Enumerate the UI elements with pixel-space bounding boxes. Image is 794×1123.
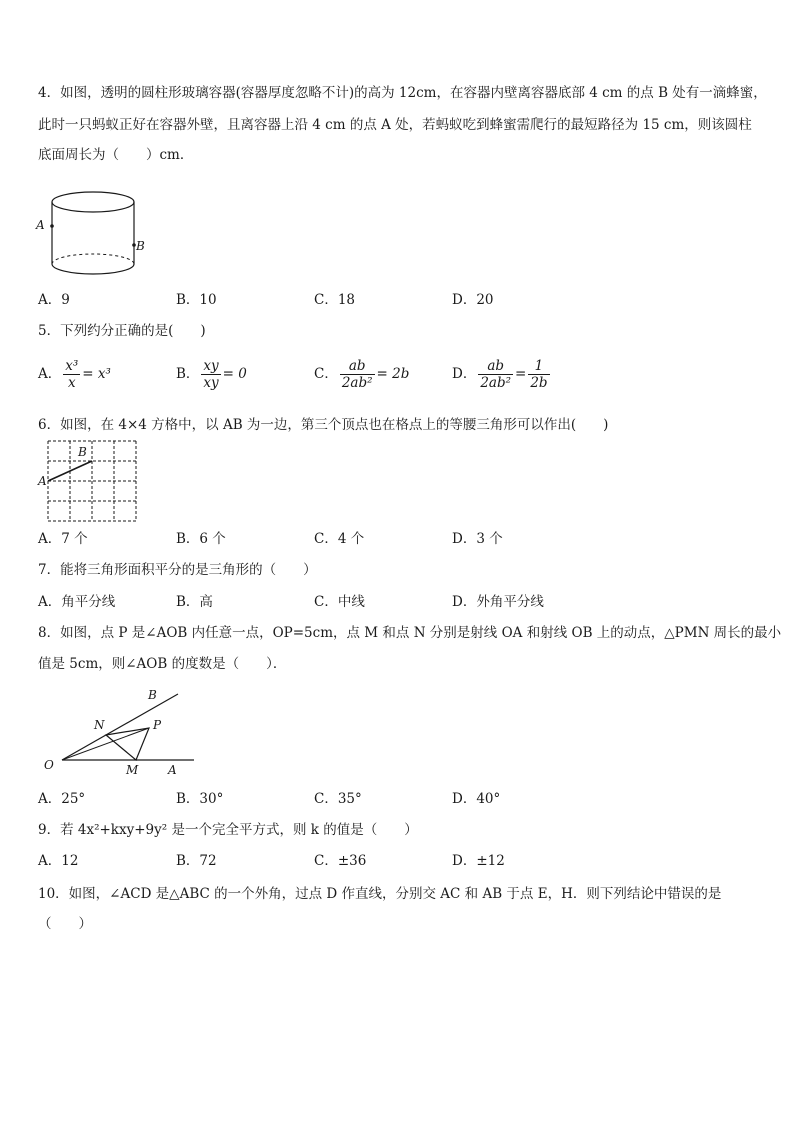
q8-label-b: B xyxy=(148,688,157,702)
q9-option-a[interactable]: A．12 xyxy=(38,853,79,869)
q8-label-a: A xyxy=(168,763,177,777)
q8-option-b[interactable]: B．30° xyxy=(176,791,224,807)
q5-option-d[interactable] xyxy=(452,358,552,391)
q5-a-rhs: = x³ xyxy=(82,366,111,382)
q6-option-b[interactable]: B．6 个 xyxy=(176,531,226,547)
q5-d-prefix: D． xyxy=(452,366,477,382)
q8-label-o: O xyxy=(44,758,54,772)
q5-a-numerator: x³ xyxy=(65,358,79,374)
q6-label-b: B xyxy=(78,445,87,459)
q5-b-denominator: xy xyxy=(203,375,219,391)
q4-cylinder-figure xyxy=(36,188,156,278)
q8-stem-line2: 值是 5cm，则∠AOB 的度数是（ ）． xyxy=(38,656,287,672)
q6-option-c[interactable]: C．4 个 xyxy=(314,531,365,547)
q5-option-b[interactable] xyxy=(176,358,247,391)
q4-stem-line2: 此时一只蚂蚁正好在容器外壁，且离容器上沿 4 cm 的点 A 处，若蚂蚁吃到蜂蜜需爬行的最短路径为 15 cm，则该圆柱 xyxy=(38,117,752,133)
q7-option-a[interactable]: A．角平分线 xyxy=(38,594,116,610)
q5-d-result-fraction xyxy=(528,358,549,391)
q9-option-d[interactable]: D．±12 xyxy=(452,853,505,869)
q5-d-denominator: 2ab² xyxy=(480,375,512,391)
q8-option-c[interactable]: C．35° xyxy=(314,791,362,807)
q5-c-rhs: = 2b xyxy=(376,366,410,382)
q4-stem-line3: 底面周长为（ ）cm． xyxy=(38,147,194,163)
q5-b-rhs: = 0 xyxy=(222,366,247,382)
triangle-pmn xyxy=(106,728,149,760)
q5-b-fraction xyxy=(201,358,220,391)
q9-stem: 9．若 4x²+kxy+9y² 是一个完全平方式，则 k 的值是（ ） xyxy=(38,822,418,838)
q4-option-c[interactable]: C．18 xyxy=(314,292,356,308)
q4-option-d[interactable]: D．20 xyxy=(452,292,494,308)
q6-option-a[interactable]: A．7 个 xyxy=(38,531,88,547)
q7-option-b[interactable]: B．高 xyxy=(176,594,213,610)
q7-option-d[interactable]: D．外角平分线 xyxy=(452,594,544,610)
q9-option-b[interactable]: B．72 xyxy=(176,853,217,869)
point-a-dot xyxy=(50,224,54,228)
q5-d-equals: = xyxy=(515,366,527,382)
q9-option-c[interactable]: C．±36 xyxy=(314,853,367,869)
q10-stem-line1: 10．如图，∠ACD 是△ABC 的一个外角，过点 D 作直线，分别交 AC 和 AB 于点 E，H．则下列结论中错误的是 xyxy=(38,886,722,902)
q6-label-a: A xyxy=(38,474,47,488)
q8-angle-figure xyxy=(60,688,200,768)
q5-b-prefix: B． xyxy=(176,366,200,382)
q5-option-c[interactable] xyxy=(314,358,409,391)
q5-a-fraction xyxy=(63,358,80,391)
q7-stem: 7．能将三角形面积平分的是三角形的（ ） xyxy=(38,562,317,578)
q4-label-b: B xyxy=(136,239,145,253)
q8-label-n: N xyxy=(94,718,105,732)
q4-option-b[interactable]: B．10 xyxy=(176,292,217,308)
q8-stem-line1: 8．如图，点 P 是∠AOB 内任意一点，OP=5cm，点 M 和点 N 分别是射线 OA 和射线 OB 上的动点，△PMN 周长的最小 xyxy=(38,625,782,641)
q5-a-denominator: x xyxy=(67,375,76,391)
q5-c-prefix: C． xyxy=(314,366,338,382)
q5-b-numerator: xy xyxy=(203,358,219,374)
q6-stem: 6．如图，在 4×4 方格中，以 AB 为一边，第三个顶点也在格点上的等腰三角形可以作出( ) xyxy=(38,417,609,433)
q5-c-denominator: 2ab² xyxy=(341,375,373,391)
cylinder-bottom-front xyxy=(52,264,134,274)
cylinder-bottom-back xyxy=(52,254,134,264)
q5-option-a[interactable] xyxy=(38,358,111,391)
q6-option-d[interactable]: D．3 个 xyxy=(452,531,503,547)
q8-label-m: M xyxy=(126,763,139,777)
q5-a-prefix: A． xyxy=(38,366,62,382)
q5-d-numerator: ab xyxy=(478,358,513,375)
q4-option-a[interactable]: A．9 xyxy=(38,292,70,308)
q7-option-c[interactable]: C．中线 xyxy=(314,594,365,610)
q10-stem-line2: （ ） xyxy=(38,916,92,932)
cylinder-top xyxy=(52,192,134,212)
q4-stem-line1: 4．如图，透明的圆柱形玻璃容器(容器厚度忽略不计)的高为 12cm，在容器内壁离容器底部 4 cm 的点 B 处有一滴蜂蜜， xyxy=(38,85,767,101)
q5-d-result-numerator: 1 xyxy=(528,358,549,375)
q8-option-a[interactable]: A．25° xyxy=(38,791,86,807)
q5-d-fraction xyxy=(478,358,513,391)
q5-d-result-denominator: 2b xyxy=(530,375,548,391)
segment-op xyxy=(62,728,149,760)
q5-c-fraction xyxy=(340,358,375,391)
q6-grid-figure xyxy=(47,440,139,524)
q8-option-d[interactable]: D．40° xyxy=(452,791,501,807)
q5-c-numerator: ab xyxy=(340,358,375,375)
q4-label-a: A xyxy=(36,218,45,232)
q5-stem: 5．下列约分正确的是( ) xyxy=(38,323,206,339)
q8-label-p: P xyxy=(153,718,162,732)
